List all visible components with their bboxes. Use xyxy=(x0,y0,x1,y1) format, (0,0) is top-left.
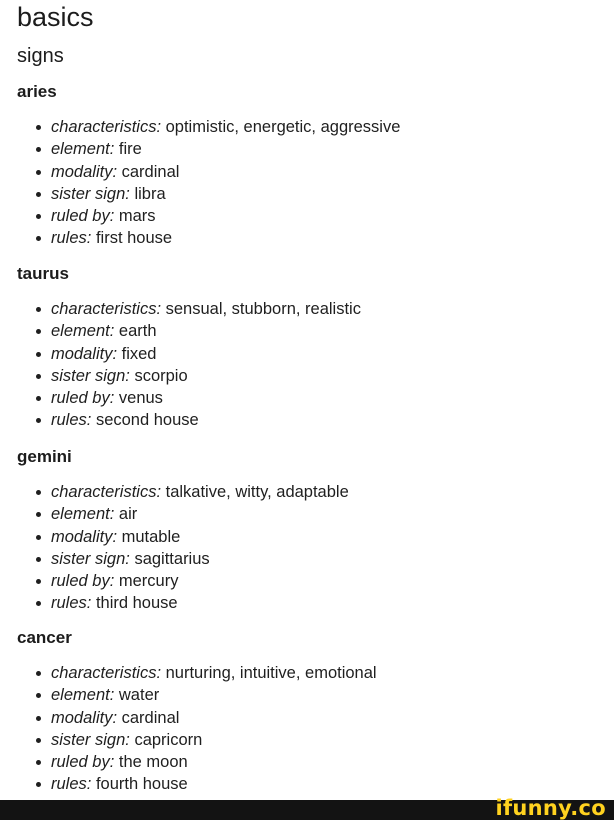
list-item xyxy=(0,548,349,570)
property-key: element: xyxy=(51,322,115,341)
sign-properties-taurus xyxy=(0,298,361,432)
sign-properties-cancer xyxy=(0,662,377,796)
list-item xyxy=(0,751,377,773)
list-item xyxy=(0,729,377,751)
property-key: rules: xyxy=(51,594,92,613)
list-item xyxy=(0,116,400,138)
property-key: ruled by: xyxy=(51,572,115,591)
page-title: basics xyxy=(17,2,94,32)
property-key: ruled by: xyxy=(51,389,115,408)
property-key: rules: xyxy=(51,411,92,430)
section-subtitle: signs xyxy=(17,45,64,67)
property-key: element: xyxy=(51,505,115,524)
property-value: fire xyxy=(118,140,142,159)
watermark-bar xyxy=(0,796,614,820)
list-item xyxy=(0,592,349,614)
property-key: modality: xyxy=(51,344,118,363)
list-item xyxy=(0,684,377,706)
property-value: first house xyxy=(95,229,173,248)
sign-properties-gemini xyxy=(0,481,349,615)
property-key: ruled by: xyxy=(51,753,115,772)
property-key: modality: xyxy=(51,527,118,546)
property-value: scorpio xyxy=(134,366,188,385)
list-item xyxy=(0,570,349,592)
property-value: mutable xyxy=(121,527,181,546)
property-value: optimistic, energetic, aggressive xyxy=(165,118,401,136)
list-item xyxy=(0,503,349,525)
list-item xyxy=(0,707,377,729)
property-key: sister sign: xyxy=(51,366,130,385)
property-value: mercury xyxy=(118,572,179,591)
list-item xyxy=(0,365,361,387)
property-key: characteristics: xyxy=(51,664,162,682)
list-item xyxy=(0,227,400,249)
property-value: earth xyxy=(118,322,157,341)
property-key: sister sign: xyxy=(51,549,130,568)
property-value: second house xyxy=(95,411,199,430)
sign-properties-aries xyxy=(0,116,400,250)
property-value: air xyxy=(118,505,138,524)
property-value: the moon xyxy=(118,753,188,772)
property-value: fourth house xyxy=(95,775,188,794)
list-item xyxy=(0,387,361,409)
property-key: rules: xyxy=(51,775,92,794)
property-value: venus xyxy=(118,389,163,408)
list-item xyxy=(0,526,349,548)
property-key: modality: xyxy=(51,162,118,181)
list-item xyxy=(0,773,377,795)
property-value: cardinal xyxy=(121,708,180,727)
property-value: capricorn xyxy=(134,730,203,749)
property-key: modality: xyxy=(51,708,118,727)
list-item xyxy=(0,409,361,431)
list-item xyxy=(0,161,400,183)
property-key: element: xyxy=(51,686,115,705)
property-value: sensual, stubborn, realistic xyxy=(165,300,361,318)
property-value: libra xyxy=(134,184,166,203)
sign-heading-cancer: cancer xyxy=(17,628,72,647)
property-key: characteristics: xyxy=(51,483,162,501)
list-item xyxy=(0,662,377,684)
property-key: sister sign: xyxy=(51,184,130,203)
sign-heading-taurus: taurus xyxy=(17,264,69,283)
list-item xyxy=(0,183,400,205)
property-key: element: xyxy=(51,140,115,159)
property-value: sagittarius xyxy=(134,549,210,568)
list-item xyxy=(0,481,349,503)
list-item xyxy=(0,320,361,342)
sign-heading-aries: aries xyxy=(17,82,57,101)
list-item xyxy=(0,298,361,320)
list-item xyxy=(0,343,361,365)
property-value: third house xyxy=(95,594,178,613)
list-item xyxy=(0,205,400,227)
property-value: talkative, witty, adaptable xyxy=(165,483,349,501)
list-item xyxy=(0,138,400,160)
property-value: cardinal xyxy=(121,162,180,181)
property-key: sister sign: xyxy=(51,730,130,749)
property-value: fixed xyxy=(121,344,157,363)
sign-heading-gemini: gemini xyxy=(17,447,72,466)
property-key: characteristics: xyxy=(51,300,162,318)
property-value: mars xyxy=(118,207,156,226)
property-value: water xyxy=(118,686,160,705)
property-key: characteristics: xyxy=(51,118,162,136)
property-key: ruled by: xyxy=(51,207,115,226)
ifunny-logo: ifunny.co xyxy=(495,796,606,820)
property-key: rules: xyxy=(51,229,92,248)
property-value: nurturing, intuitive, emotional xyxy=(165,664,377,682)
